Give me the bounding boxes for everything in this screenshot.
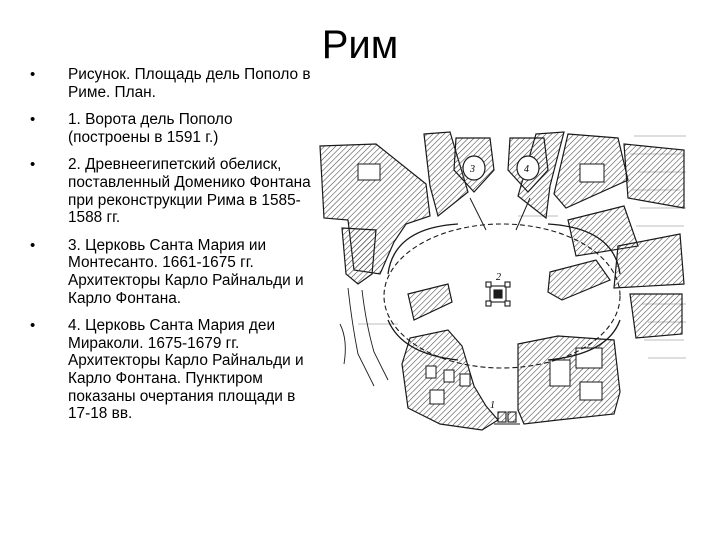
- bullet-text: 1. Ворота дель Пополо (построены в 1591 г.): [68, 111, 233, 146]
- bullet-marker: •: [30, 317, 36, 335]
- obelisk: [486, 282, 510, 306]
- piazza-plan-figure: [318, 124, 690, 440]
- bullet-item: [30, 317, 315, 423]
- bullet-text: 3. Церковь Санта Мария ии Монтесанто. 1661-1675 гг. Архитекторы Карло Райнальди и Карло Фонтана.: [68, 236, 304, 307]
- bullet-marker: •: [30, 236, 36, 254]
- bullet-item: [30, 111, 315, 146]
- bullet-marker: •: [30, 156, 36, 174]
- bullet-text: Рисунок. Площадь дель Пополо в Риме. План.: [68, 66, 311, 101]
- plan-label-1: 1: [490, 400, 495, 411]
- page-title: Рим: [321, 23, 399, 67]
- bullet-text: 4. Церковь Санта Мария деи Мираколи. 1675-1679 гг. Архитекторы Карло Райнальди и Карло Фонтана. Пунктиром показаны очертания площади в 17-18 вв.: [68, 317, 304, 423]
- bullet-item: [30, 237, 315, 307]
- porta-del-popolo: [494, 412, 520, 424]
- bullet-text: 2. Древнеегипетский обелиск, поставленный Доменико Фонтана при реконструкции Рима в 1585-1588 гг.: [68, 156, 311, 227]
- bullet-item: [30, 156, 315, 226]
- pincio-ramps: [340, 288, 388, 386]
- plan-label-3: 3: [470, 164, 475, 175]
- plan-label-2: 2: [496, 272, 501, 283]
- bullet-list: [30, 66, 315, 433]
- bullet-marker: •: [30, 66, 36, 83]
- bullet-item: [30, 66, 315, 101]
- plan-label-4: 4: [524, 164, 529, 175]
- bullet-marker: •: [30, 111, 36, 129]
